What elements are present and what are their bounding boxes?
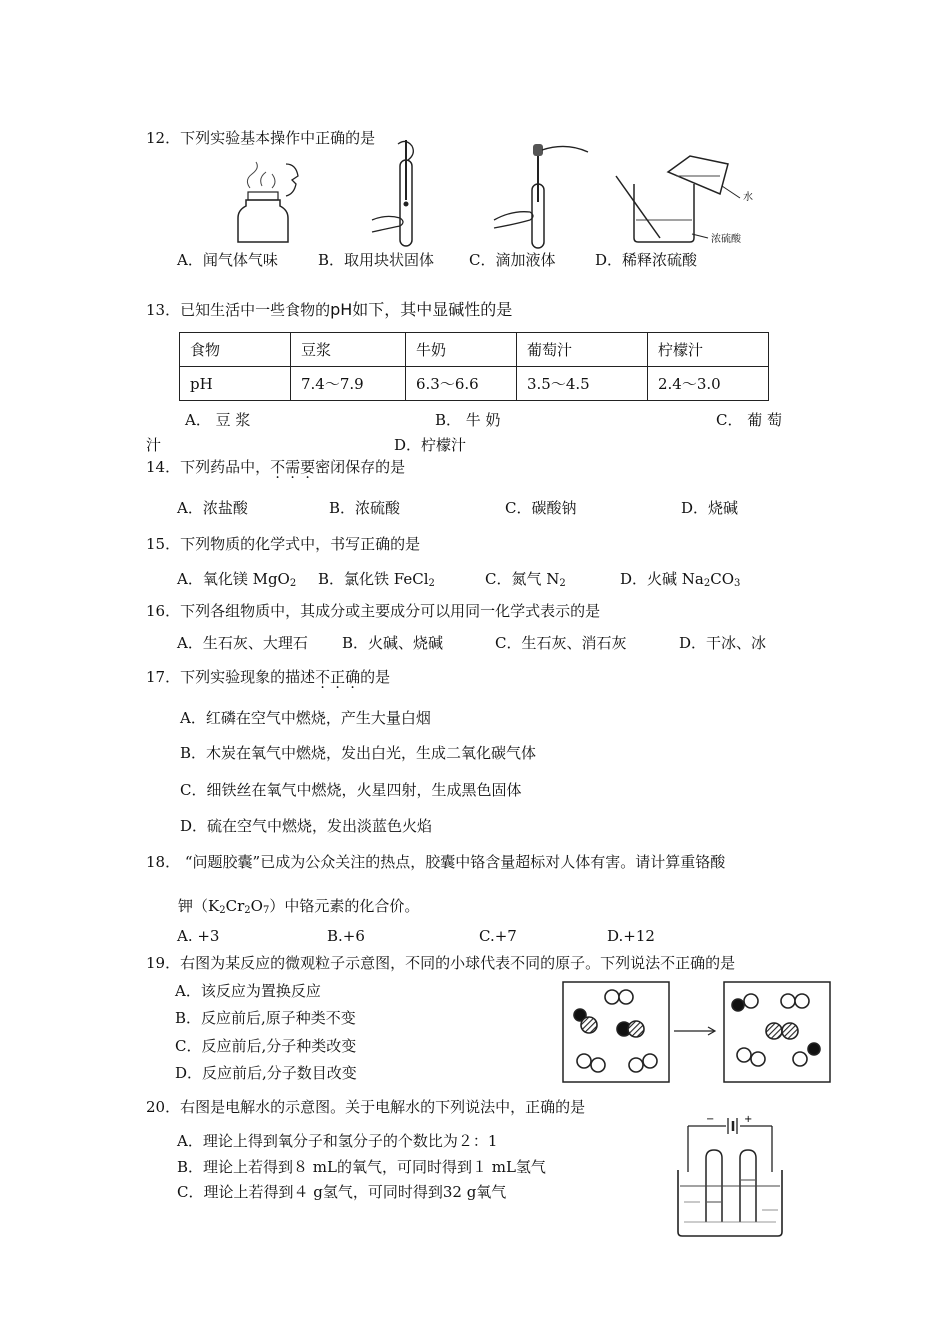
q20-option-b[interactable]: B．理论上若得到８ mL的氧气，可同时得到１ mL氢气	[177, 1158, 546, 1176]
q15-option-a[interactable]: A．氧化镁 MgO$_2$	[177, 570, 297, 589]
q13-option-b[interactable]: B． 牛 奶	[435, 411, 501, 429]
q13-stem: 13．已知生活中一些食物的pH如下，其中显碱性的是	[146, 300, 513, 319]
q18-option-a[interactable]: A. +3	[177, 927, 220, 945]
take-solid-figure	[372, 140, 442, 250]
q18-option-c[interactable]: C.+7	[479, 927, 517, 945]
q14-option-a[interactable]: A．浓盐酸	[177, 499, 248, 517]
electrolysis-diagram	[670, 1110, 790, 1240]
water-label: 水	[743, 192, 753, 203]
q15-option-c[interactable]: C．氮气 $N_2$	[485, 570, 566, 589]
q13-option-a[interactable]: A． 豆 浆	[185, 411, 251, 429]
q15-stem: 15．下列物质的化学式中，书写正确的是	[146, 535, 421, 553]
q12-option-b[interactable]: B．取用块状固体	[318, 251, 435, 269]
q19-option-d[interactable]: D．反应前后,分子数目改变	[175, 1064, 357, 1082]
q16-option-a[interactable]: A．生石灰、大理石	[177, 634, 308, 652]
q19-option-a[interactable]: A．该反应为置换反应	[175, 982, 321, 1000]
q14-stem: 14．下列药品中，不需要密闭保存的是	[146, 458, 406, 476]
q19-option-b[interactable]: B．反应前后,原子种类不变	[175, 1009, 356, 1027]
q18-stem: 18． “问题胶囊”已成为公众关注的热点，胶囊中铬含量超标对人体有害。请计算重铬酸	[146, 853, 726, 871]
q19-option-c[interactable]: C．反应前后,分子种类改变	[175, 1037, 357, 1055]
smell-gas-figure	[228, 160, 318, 248]
q17-stem: 17．下列实验现象的描述不正确的是	[146, 668, 391, 686]
q16-stem: 16．下列各组物质中，其成分或主要成分可以用同一化学式表示的是	[146, 602, 601, 620]
q14-option-b[interactable]: B．浓硫酸	[329, 499, 401, 517]
q14-option-d[interactable]: D．烧碱	[681, 499, 739, 517]
q18-stem-line2: 钾$(K_2Cr_2O_7)$中铬元素的化合价。	[178, 897, 420, 916]
q18-option-d[interactable]: D.+12	[607, 927, 655, 945]
svg-text:−: −	[706, 1114, 715, 1125]
add-liquid-figure	[494, 140, 594, 252]
q17-option-d[interactable]: D．硫在空气中燃烧，发出淡蓝色火焰	[180, 817, 433, 835]
ph-table	[179, 332, 769, 401]
q20-stem: 20．右图是电解水的示意图。关于电解水的下列说法中，正确的是	[146, 1098, 586, 1116]
q15-option-b[interactable]: B．氯化铁 FeCl$_2$	[318, 570, 435, 589]
q20-option-a[interactable]: A．理论上得到氧分子和氢分子的个数比为２：1	[177, 1132, 498, 1150]
q16-option-c[interactable]: C．生石灰、消石灰	[495, 634, 627, 652]
q13-option-c[interactable]: C． 葡 萄	[716, 411, 783, 429]
q13-option-d[interactable]: D．柠檬汁	[394, 436, 467, 454]
q12-option-c[interactable]: C．滴加液体	[469, 251, 556, 269]
q12-option-d[interactable]: D．稀释浓硫酸	[595, 251, 698, 269]
q19-stem: 19．右图为某反应的微观粒子示意图，不同的小球代表不同的原子。下列说法不正确的是	[146, 954, 736, 972]
q17-option-b[interactable]: B．木炭在氧气中燃烧，发出白光，生成二氧化碳气体	[180, 744, 537, 762]
q14-option-c[interactable]: C．碳酸钠	[505, 499, 577, 517]
q13-option-c-cont: 汁	[146, 436, 162, 454]
table-row: 食物 豆浆 牛奶 葡萄汁 柠檬汁	[180, 333, 769, 367]
q15-option-d[interactable]: D．火碱 $Na_2CO_3$	[620, 570, 741, 589]
svg-text:+: +	[744, 1114, 753, 1125]
reaction-diagram	[562, 981, 832, 1085]
acid-label: 浓硫酸	[711, 234, 741, 245]
q18-option-b[interactable]: B.+6	[327, 927, 365, 945]
q20-option-c[interactable]: C．理论上若得到４ g氢气，可同时得到32 g氧气	[177, 1183, 507, 1201]
table-row: pH 7.4～7.9 6.3～6.6 3.5～4.5 2.4～3.0	[180, 367, 769, 401]
q12-option-a[interactable]: A．闻气体气味	[177, 251, 278, 269]
q12-stem: 12．下列实验基本操作中正确的是	[146, 129, 376, 147]
q17-option-c[interactable]: C．细铁丝在氧气中燃烧，火星四射，生成黑色固体	[180, 781, 522, 799]
q16-option-b[interactable]: B．火碱、烧碱	[342, 634, 444, 652]
q17-option-a[interactable]: A．红磷在空气中燃烧，产生大量白烟	[180, 709, 431, 727]
q16-option-d[interactable]: D．干冰、冰	[679, 634, 767, 652]
